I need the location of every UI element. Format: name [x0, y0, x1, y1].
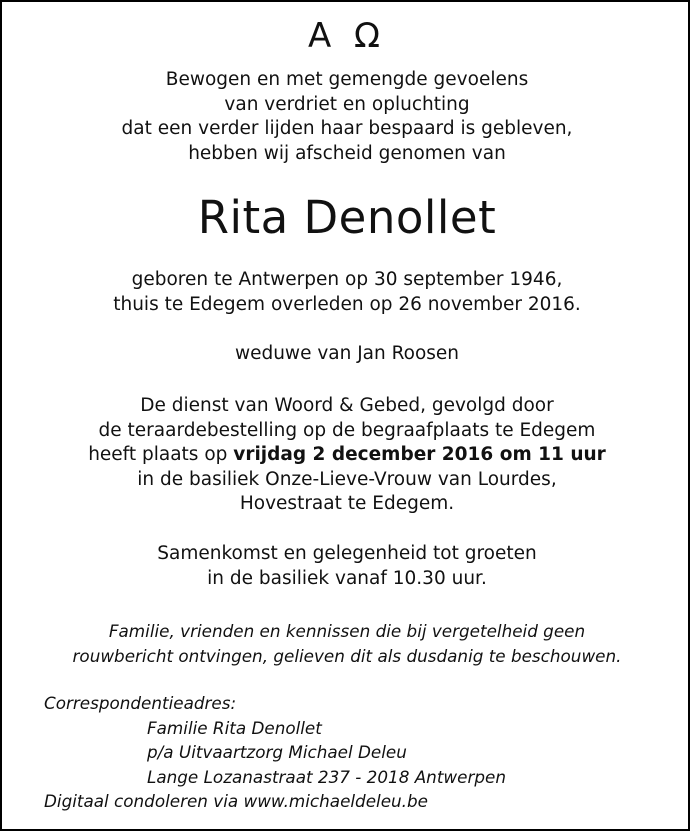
widow-of: weduwe van Jan Roosen: [234, 343, 460, 364]
service-address-line: Hovestraat te Edegem.: [239, 493, 455, 514]
alpha-omega-symbols: A Ω: [307, 16, 387, 56]
meeting-line: Samenkomst en gelegenheid tot groeten: [157, 543, 537, 564]
service-date: vrijdag 2 december 2016 om 11 uur: [233, 444, 606, 465]
correspondence-line: Familie Rita Denollet: [147, 717, 322, 738]
death-line: thuis te Edegem overleden op 26 november 2016.: [113, 293, 581, 315]
meeting-details: [2, 542, 690, 591]
correspondence-heading: Correspondentieadres:: [44, 693, 237, 713]
intro-line: van verdriet en opluchting: [224, 93, 470, 115]
note-line: Familie, vrienden en kennissen die bij vergetelheid geen: [108, 621, 586, 641]
service-line: de teraardebestelling op de begraafplaats te Edegem: [98, 419, 596, 441]
birth-line: geboren te Antwerpen op 30 september 1946,: [131, 269, 563, 290]
service-date-line: [2, 443, 690, 468]
correspondence-line: p/a Uitvaartzorg Michael Deleu: [147, 742, 407, 762]
intro-text: [2, 68, 690, 166]
online-condolence: Digitaal condoleren via www.michaeldeleu.be: [44, 791, 428, 811]
deceased-name: Rita Denollet: [197, 191, 497, 244]
intro-line: Bewogen en met gemengde gevoelens: [165, 69, 529, 90]
service-date-prefix: heeft plaats op: [88, 444, 234, 465]
intro-line: hebben wij afscheid genomen van: [188, 142, 506, 164]
service-location-line: in de basiliek Onze-Lieve-Vrouw van Lourdes,: [137, 468, 557, 490]
correspondence-address: [44, 691, 506, 814]
meeting-line: in de basiliek vanaf 10.30 uur.: [207, 567, 487, 589]
service-details: [2, 394, 690, 517]
family-note: [2, 619, 690, 668]
note-line: rouwbericht ontvingen, gelieven dit als dusdanig te beschouwen.: [72, 645, 622, 666]
intro-line: dat een verder lijden haar bespaard is gebleven,: [121, 118, 573, 139]
correspondence-line: Lange Lozanastraat 237 - 2018 Antwerpen: [147, 766, 506, 787]
birth-death-dates: [2, 268, 690, 317]
service-line: De dienst van Woord & Gebed, gevolgd door: [140, 395, 554, 416]
